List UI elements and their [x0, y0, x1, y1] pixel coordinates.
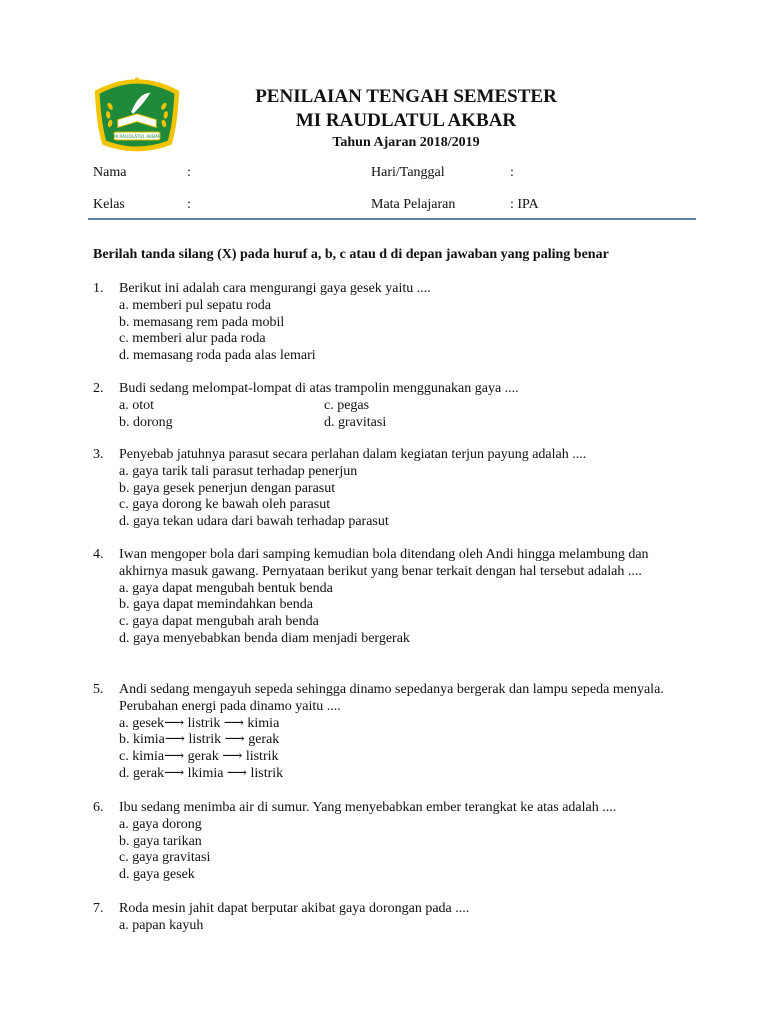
option-c[interactable]: c. gaya dapat mengubah arah benda [119, 614, 319, 630]
option-d[interactable]: d. gaya gesek [119, 867, 195, 883]
option-b[interactable]: b. memasang rem pada mobil [119, 314, 285, 330]
question-number: 6. [93, 800, 104, 815]
academic-year: Tahun Ajaran 2018/2019 [332, 135, 480, 150]
question-number: 3. [93, 447, 104, 462]
option-b[interactable]: b. dorong [119, 414, 173, 430]
option-a[interactable]: a. memberi pul sepatu roda [119, 297, 272, 313]
option-a[interactable]: a. gesek⟶ listrik ⟶ kimia [119, 715, 280, 731]
option-a[interactable]: a. papan kayuh [119, 917, 204, 933]
mapel-label: Mata Pelajaran [371, 197, 456, 212]
question-text: Berikut ini adalah cara mengurangi gaya gesek yaitu .... [119, 281, 431, 296]
question-6 [93, 800, 699, 884]
option-d[interactable]: d. gaya menyebabkan benda diam menjadi bergerak [119, 630, 410, 646]
question-text: Roda mesin jahit dapat berputar akibat gaya dorongan pada .... [119, 901, 470, 916]
question-7 [93, 901, 699, 935]
option-a[interactable]: a. gaya tarik tali parasut terhadap penerjun [119, 463, 358, 479]
question-2 [93, 381, 699, 431]
hari-label: Hari/Tanggal [371, 165, 445, 180]
option-a[interactable]: a. otot [119, 397, 154, 413]
question-number: 2. [93, 381, 104, 396]
question-text: Budi sedang melompat-lompat di atas trampolin menggunakan gaya .... [119, 381, 519, 396]
question-number: 1. [93, 281, 104, 296]
nama-label: Nama [93, 165, 127, 180]
hari-value: : [510, 165, 514, 180]
logo-banner-text: MI RAUDLATUL AKBAR [113, 134, 161, 140]
kelas-colon: : [187, 197, 191, 212]
option-c[interactable]: c. memberi alur pada roda [119, 331, 266, 347]
option-d[interactable]: d. gerak⟶ lkimia ⟶ listrik [119, 765, 284, 781]
option-b[interactable]: b. gaya gesek penerjun dengan parasut [119, 480, 336, 496]
option-a[interactable]: a. gaya dorong [119, 816, 202, 832]
question-number: 4. [93, 547, 104, 562]
question-1 [93, 281, 699, 365]
kelas-label: Kelas [93, 197, 125, 212]
exam-title: PENILAIAN TENGAH SEMESTER [255, 86, 557, 107]
school-name: MI RAUDLATUL AKBAR [295, 110, 517, 131]
mapel-value: : IPA [510, 197, 539, 212]
question-5 [93, 682, 699, 783]
question-number: 5. [93, 682, 104, 697]
nama-colon: : [187, 165, 191, 180]
option-d[interactable]: d. gaya tekan udara dari bawah terhadap parasut [119, 514, 389, 530]
option-b[interactable]: b. kimia⟶ listrik ⟶ gerak [119, 732, 280, 748]
option-c[interactable]: c. kimia⟶ gerak ⟶ listrik [119, 749, 279, 765]
header-divider [88, 218, 696, 220]
option-d[interactable]: d. memasang roda pada alas lemari [119, 348, 316, 364]
option-b[interactable]: b. gaya tarikan [119, 833, 202, 849]
option-c[interactable]: c. pegas [324, 397, 370, 413]
question-3 [93, 447, 699, 531]
question-text: Iwan mengoper bola dari samping kemudian bola ditendang oleh Andi hingga melambung dan akhirnya masuk gawang. Pernyataan berikut yang benar terkait dengan hal tersebut adalah .... [119, 547, 649, 579]
question-number: 7. [93, 901, 104, 916]
question-4 [93, 547, 699, 648]
question-text: Penyebab jatuhnya parasut secara perlahan dalam kegiatan terjun payung adalah .... [119, 447, 587, 462]
instruction: Berilah tanda silang (X) pada huruf a, b, c atau d di depan jawaban yang paling benar [93, 247, 609, 262]
option-c[interactable]: c. gaya gravitasi [119, 850, 211, 866]
option-b[interactable]: b. gaya dapat memindahkan benda [119, 597, 313, 613]
question-text: Ibu sedang menimba air di sumur. Yang menyebabkan ember terangkat ke atas adalah .... [119, 800, 617, 815]
question-text: Andi sedang mengayuh sepeda sehingga dinamo sepedanya bergerak dan lampu sepeda menyala. Perubahan energi pada dinamo yaitu .... [119, 682, 664, 714]
option-c[interactable]: c. gaya dorong ke bawah oleh parasut [119, 497, 331, 513]
option-a[interactable]: a. gaya dapat mengubah bentuk benda [119, 580, 333, 596]
option-d[interactable]: d. gravitasi [324, 414, 387, 430]
